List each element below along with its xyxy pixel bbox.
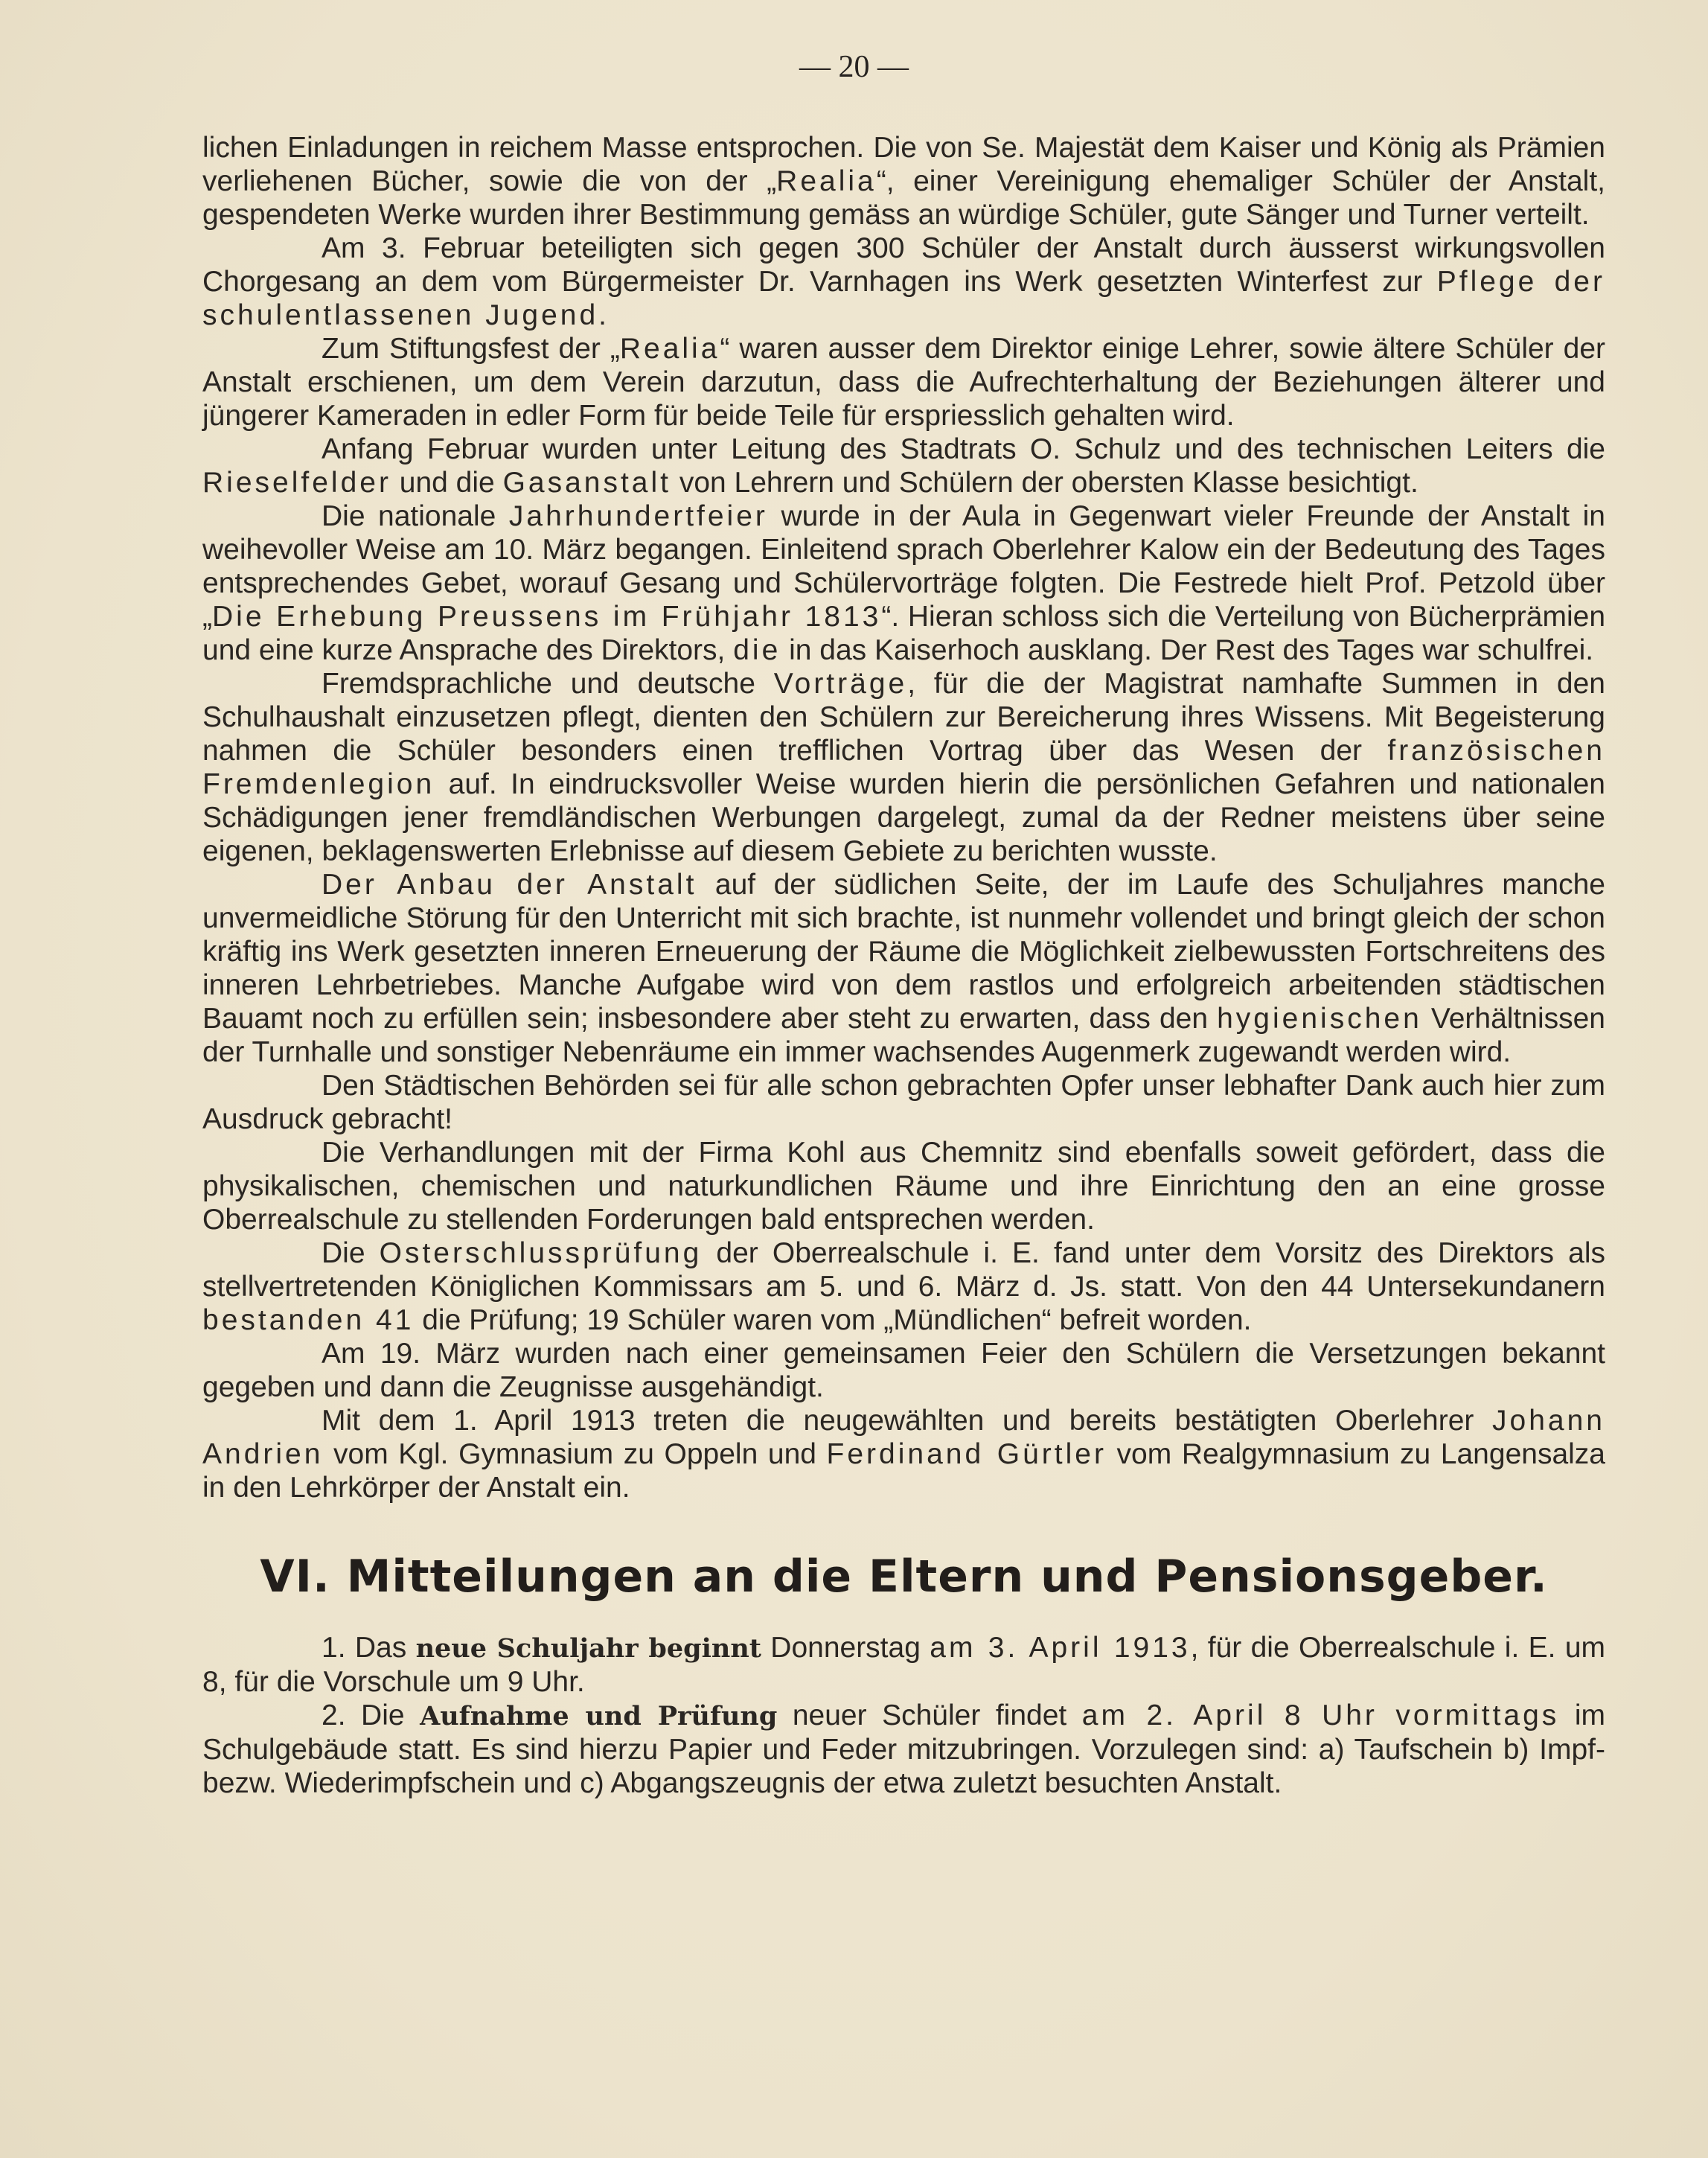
- text-run: Donnerstag: [761, 1632, 930, 1664]
- text-run: Zum Stiftungsfest der „: [322, 333, 620, 365]
- text-run: Mit dem 1. April 1913 treten die neugewählten und bereits bestätigten Oberlehrer: [322, 1405, 1493, 1437]
- notice-item: [202, 1631, 1605, 1699]
- text-run: 2. Die: [322, 1699, 420, 1731]
- paragraph: [202, 1236, 1605, 1337]
- spaced-emphasis: Rieselfelder: [202, 467, 391, 499]
- text-run: wurde in der Aula in Gegenwart vieler Freunde der Anstalt in weihevoller Weise am 10. März begangen. Einleitend sprach Oberlehrer Kalow ein der Bedeutung des Tages entsprechendes Gebet, worauf Gesang und Schülervorträge folgten. Die Festrede hielt Prof. Petzold über „: [202, 500, 1605, 633]
- spaced-emphasis: Realia: [776, 165, 877, 197]
- text-run: neuer Schüler findet: [777, 1699, 1082, 1731]
- text-run: “ waren ausser dem Direktor einige Lehrer, sowie ältere Schüler der Anstalt erschienen, um dem Verein darzutun, dass die Aufrechterhaltung der Beziehungen älterer und jüngerer Kameraden in edler Form für beide Teile für erspriesslich gehalten wird.: [202, 333, 1605, 432]
- text-run: .: [598, 299, 607, 331]
- text-run: Verhältnissen der Turnhalle und sonstiger Nebenräume ein immer wachsendes Augenmerk zugewandt werden wird.: [202, 1003, 1605, 1068]
- text-run: im Schulgebäude statt. Es sind hierzu Papier und Feder mitzubringen. Vorzulegen sind: a) Taufschein b) Impf- bezw. Wiederimpfschein und c) Abgangszeugnis der etwa zuletzt besuchten Anstalt.: [202, 1699, 1605, 1799]
- text-run: auf der südlichen Seite, der im Laufe des Schuljahres manche unvermeidliche Störung für den Unterricht mit sich brachte, ist nunmehr vollendet und bringt gleich der schon kräftig ins Werk gesetzten inneren Erneuerung der Räume die Möglichkeit zielbewussten Fortschreitens des inneren Lehrbetriebes. Manche Aufgabe wird von dem rastlos und erfolgreich arbeitenden städtischen Bauamt noch zu erfüllen sein; insbesondere aber steht zu erwarten, dass den: [202, 869, 1605, 1035]
- text-run: , für die Oberrealschule i. E. um 8, für die Vorschule um 9 Uhr.: [202, 1632, 1605, 1698]
- spaced-emphasis: bestanden 41: [202, 1304, 415, 1336]
- section-heading: VI. Mitteilungen an die Eltern und Pensionsgeber.: [260, 1551, 1548, 1603]
- text-run: Die nationale: [322, 500, 509, 532]
- text-run: die Prüfung; 19 Schüler waren vom „Mündlichen“ befreit worden.: [414, 1304, 1252, 1336]
- text-run: 1. Das: [322, 1632, 416, 1664]
- text-run: Am 19. März wurden nach einer gemeinsamen Feier den Schülern die Versetzungen bekannt gegeben und dann die Zeugnisse ausgehändigt.: [202, 1338, 1605, 1403]
- text-run: von Lehrern und Schülern der obersten Klasse besichtigt.: [671, 467, 1418, 499]
- text-run: , für die der Magistrat namhafte Summen in den Schulhaushalt einzusetzen pflegt, dienten den Schülern zur Bereicherung ihres Wissens. Mit Begeisterung nahmen die Schüler besonders einen trefflichen Vortrag über das Wesen der: [202, 668, 1605, 767]
- spaced-emphasis: Realia: [619, 333, 720, 365]
- spaced-emphasis: Ferdinand Gürtler: [826, 1438, 1107, 1470]
- paragraph: [202, 1136, 1605, 1236]
- spaced-emphasis: Die Erhebung Preussens im Frühjahr 1813: [212, 601, 882, 633]
- paragraph: [202, 868, 1605, 1069]
- paragraph: [202, 131, 1605, 232]
- page-number: — 20 —: [799, 50, 909, 84]
- paragraph-list: [202, 131, 1605, 1504]
- paragraph: [202, 499, 1605, 667]
- spaced-emphasis: Osterschlussprüfung: [379, 1237, 703, 1269]
- text-run: “, einer Vereinigung ehemaliger Schüler der Anstalt, gespendeten Werke wurden ihrer Bestimmung gemäss an würdige Schüler, gute Sänger und Turner verteilt.: [202, 165, 1605, 231]
- text-run: Am 3. Februar beteiligten sich gegen 300 Schüler der Anstalt durch äusserst wirkungsvollen Chorgesang an dem vom Bürgermeister Dr. Varnhagen ins Werk gesetzten Winterfest zur: [202, 232, 1605, 298]
- text-run: vom Kgl. Gymnasium zu Oppeln und: [323, 1438, 827, 1470]
- text-run: Die Verhandlungen mit der Firma Kohl aus Chemnitz sind ebenfalls soweit gefördert, dass die physikalischen, chemischen und naturkundlichen Räume und ihre Einrichtung den an eine grosse Oberrealschule zu stellenden Forderungen bald entsprechen werden.: [202, 1137, 1605, 1236]
- spaced-emphasis: Johann Andrien: [202, 1405, 1605, 1470]
- paragraph: [202, 432, 1605, 499]
- paragraph: [202, 232, 1605, 332]
- spaced-emphasis: hygienischen: [1217, 1003, 1422, 1035]
- text-body: [202, 131, 1605, 1800]
- notice-item: [202, 1699, 1605, 1800]
- bold-emphasis: neue Schuljahr beginnt: [415, 1633, 761, 1664]
- text-run: Anfang Februar wurden unter Leitung des Stadtrats O. Schulz und des technischen Leiters die: [322, 433, 1605, 465]
- spaced-emphasis: am 3. April 1913: [930, 1632, 1191, 1664]
- notice-list: [202, 1631, 1605, 1800]
- text-run: Die: [322, 1237, 380, 1269]
- spaced-emphasis: Vorträge: [773, 668, 908, 700]
- spaced-emphasis: die: [733, 634, 781, 666]
- paragraph: [202, 1069, 1605, 1136]
- text-run: in das Kaiserhoch ausklang. Der Rest des Tages war schulfrei.: [781, 634, 1594, 666]
- spaced-emphasis: am 2. April 8 Uhr vormittags: [1081, 1699, 1560, 1731]
- spaced-emphasis: Der Anbau der Anstalt: [322, 869, 697, 901]
- spaced-emphasis: Jahrhundertfeier: [508, 500, 768, 532]
- paragraph: [202, 667, 1605, 868]
- text-run: und die: [391, 467, 503, 499]
- text-run: lichen Einladungen in reichem Masse entsprochen. Die von Se. Majestät dem Kaiser und König als Prämien verliehenen Bücher, sowie die von der „: [202, 132, 1605, 197]
- bold-emphasis: Aufnahme und Prüfung: [420, 1701, 778, 1731]
- text-run: auf. In eindrucksvoller Weise wurden hierin die persönlichen Gefahren und nationalen Schädigungen jener fremdländischen Werbungen dargelegt, zumal da der Redner meistens über seine eigenen, beklagenswerten Erlebnisse auf diesem Gebiete zu berichten wusste.: [202, 768, 1605, 867]
- paragraph: [202, 1337, 1605, 1404]
- text-run: Den Städtischen Behörden sei für alle schon gebrachten Opfer unser lebhafter Dank auch hier zum Ausdruck gebracht!: [202, 1070, 1605, 1135]
- spaced-emphasis: Gasanstalt: [502, 467, 671, 499]
- text-run: “. Hieran schloss sich die Verteilung von Bücherprämien und eine kurze Ansprache des Direktors,: [202, 601, 1606, 666]
- spaced-emphasis: französischen Fremdenlegion: [202, 735, 1605, 800]
- text-run: der Oberrealschule i. E. fand unter dem Vorsitz des Direktors als stellvertretenden Königlichen Kommissars am 5. und 6. März d. Js. statt. Von den 44 Untersekundanern: [202, 1237, 1605, 1303]
- spaced-emphasis: Pflege der schulentlassenen Jugend: [202, 266, 1605, 331]
- text-run: vom Realgymnasium zu Langensalza in den Lehrkörper der Anstalt ein.: [202, 1438, 1605, 1504]
- paragraph: [202, 332, 1605, 432]
- paragraph: [202, 1404, 1605, 1504]
- text-run: Fremdsprachliche und deutsche: [322, 668, 774, 700]
